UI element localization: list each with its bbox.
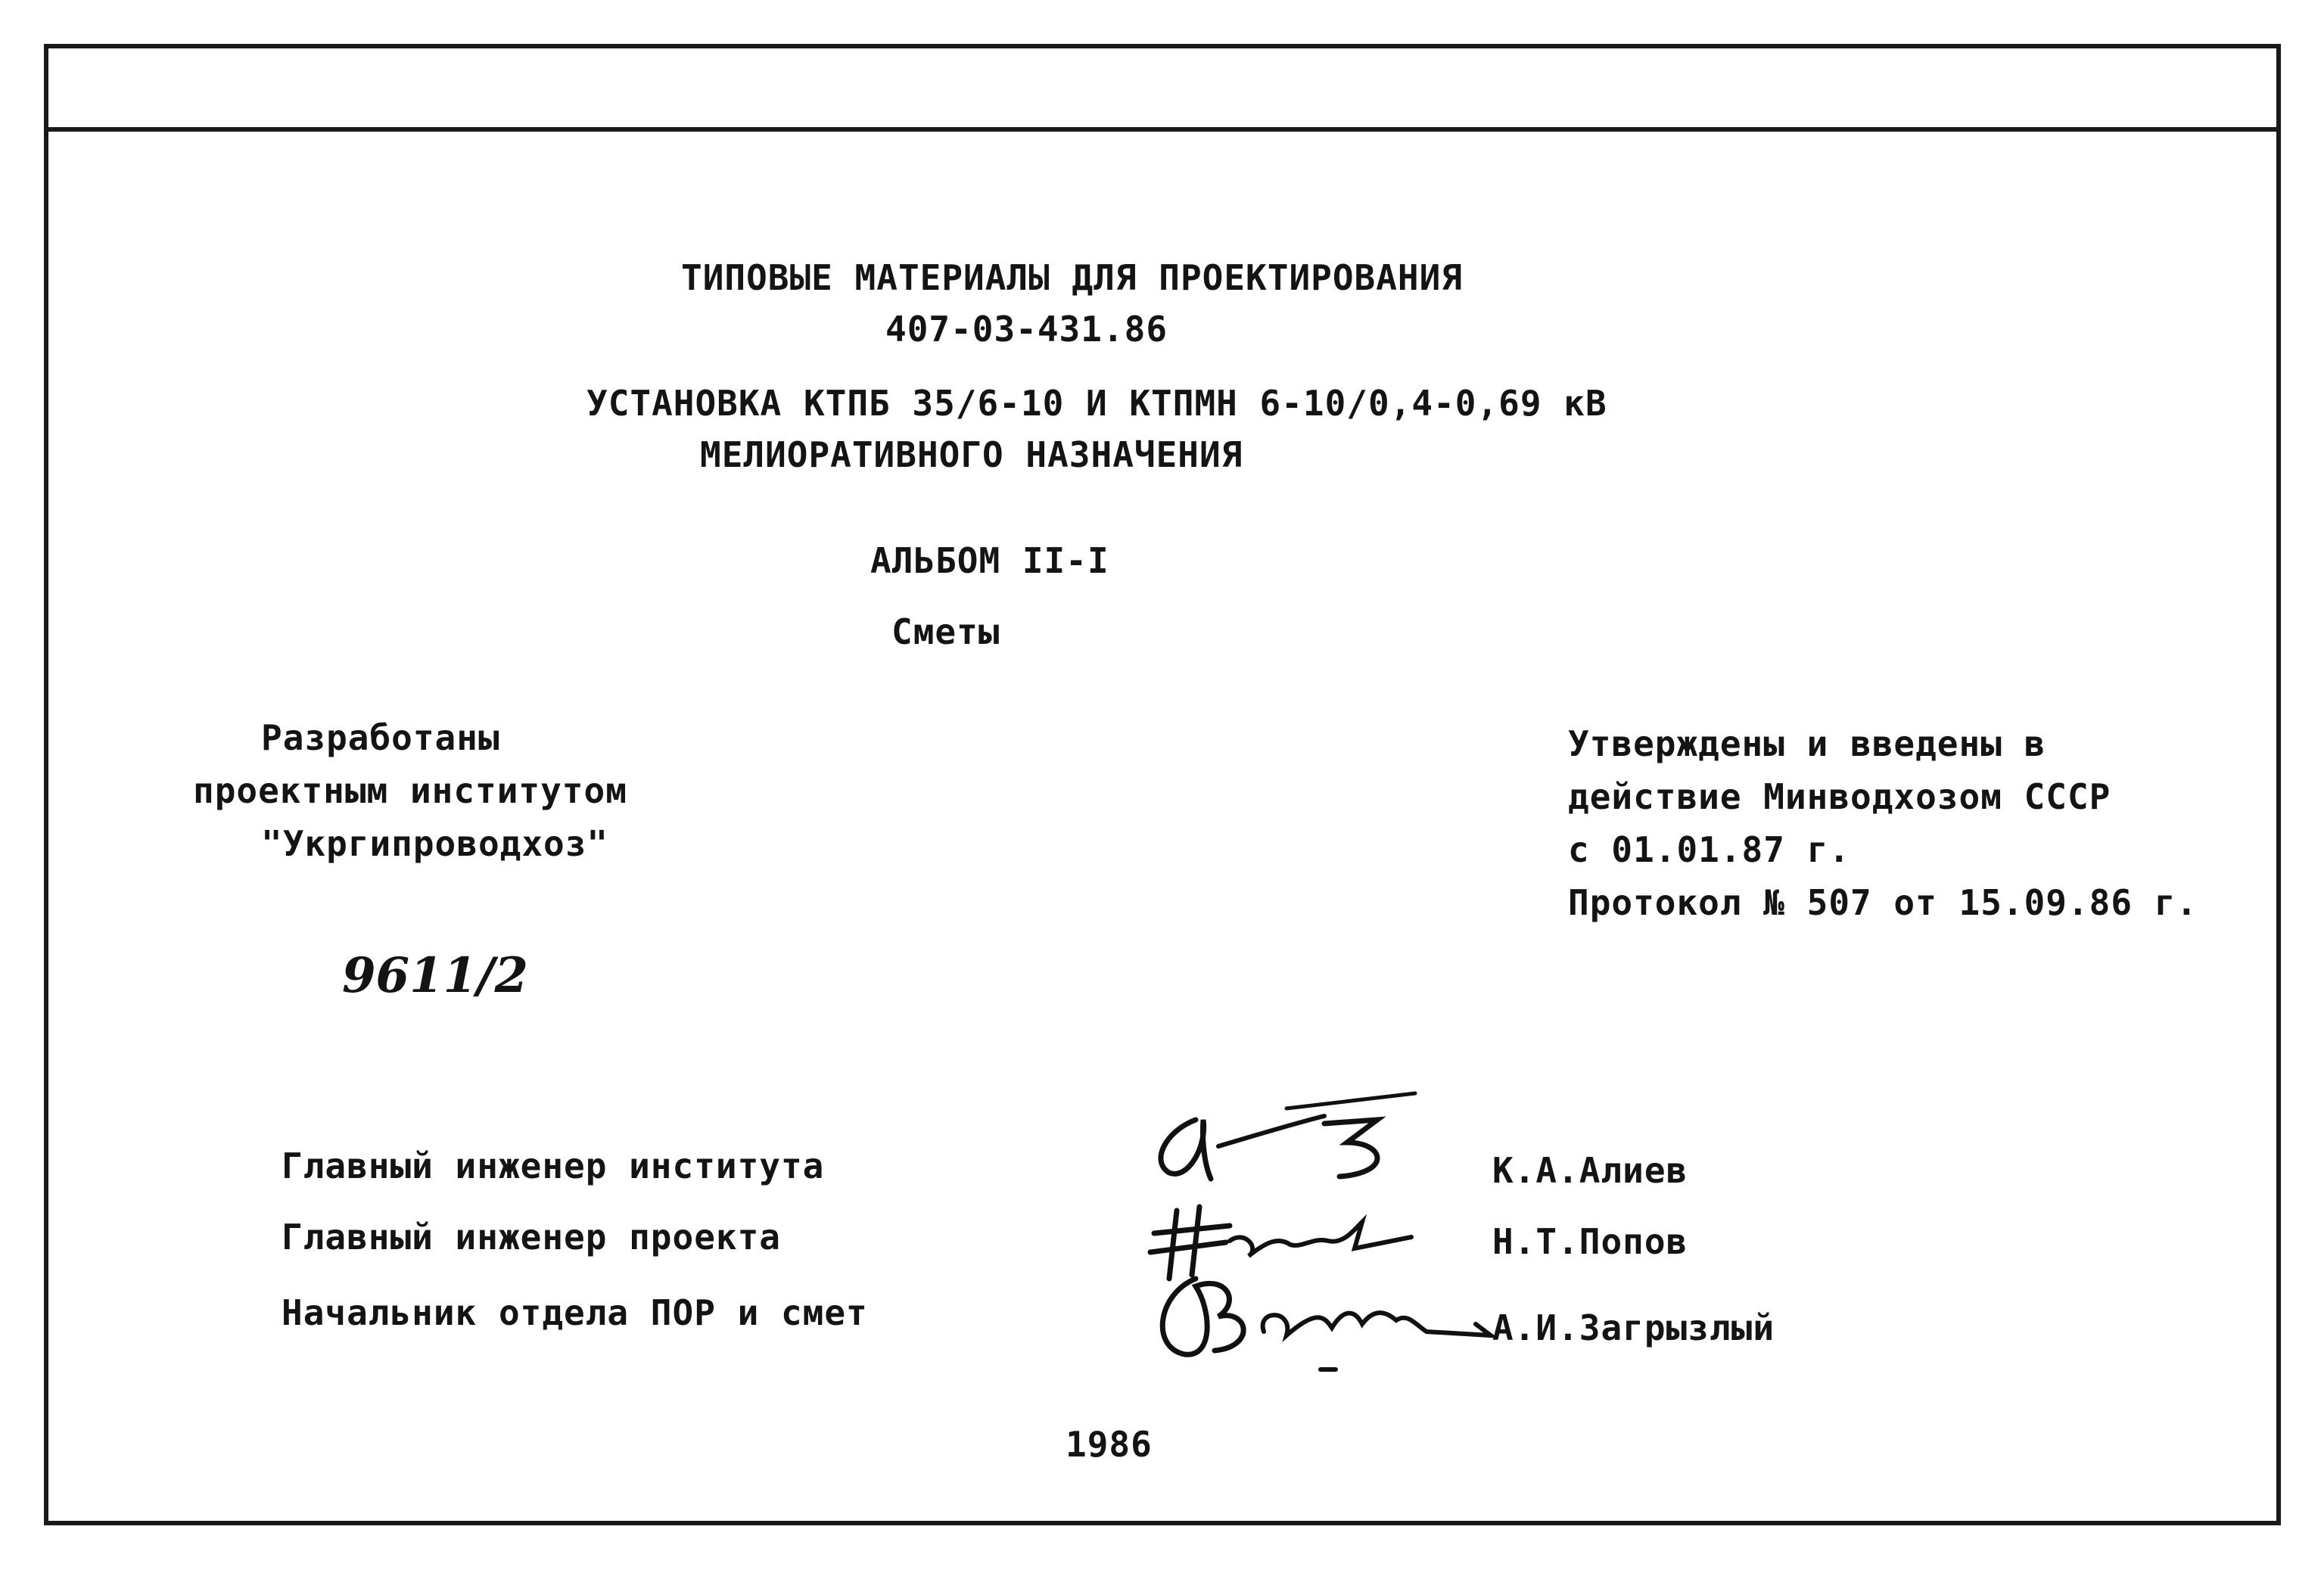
signature-3 bbox=[1143, 1264, 1506, 1377]
album-subtitle: Сметы bbox=[891, 611, 1000, 652]
document-code: 407-03-431.86 bbox=[885, 309, 1168, 350]
header-divider bbox=[44, 127, 2281, 132]
signatory-position-3: Начальник отдела ПОР и смет bbox=[282, 1292, 868, 1333]
signatory-name-3: А.И.Загрызлый bbox=[1492, 1307, 1775, 1348]
document-subtitle: УСТАНОВКА КТПБ 35/6-10 И КТПМН 6-10/0,4-0,69 кВ bbox=[586, 383, 1607, 424]
developer-line-1: Разработаны bbox=[261, 717, 500, 758]
signatory-name-2: Н.Т.Попов bbox=[1492, 1221, 1688, 1262]
approval-line-1: Утверждены и введены в bbox=[1568, 723, 2046, 764]
signatory-position-1: Главный инженер института bbox=[282, 1146, 825, 1186]
developer-line-2: проектным институтом bbox=[193, 770, 627, 811]
signatory-position-2: Главный инженер проекта bbox=[282, 1217, 781, 1257]
document-year: 1986 bbox=[1066, 1424, 1153, 1465]
developer-line-3: "Укргипроводхоз" bbox=[261, 823, 609, 864]
handwritten-number: 9611/2 bbox=[342, 947, 529, 1004]
approval-line-4: Протокол № 507 от 15.09.86 г. bbox=[1568, 882, 2198, 923]
signatory-name-1: К.А.Алиев bbox=[1492, 1150, 1688, 1191]
signature-1 bbox=[1135, 1090, 1438, 1188]
approval-line-3: с 01.01.87 г. bbox=[1568, 829, 1851, 870]
approval-line-2: действие Минводхозом СССР bbox=[1568, 776, 2111, 817]
document-title: ТИПОВЫЕ МАТЕРИАЛЫ ДЛЯ ПРОЕКТИРОВАНИЯ bbox=[681, 257, 1463, 298]
album-label: АЛЬБОМ II-I bbox=[870, 540, 1109, 581]
document-subtitle-purpose: МЕЛИОРАТИВНОГО НАЗНАЧЕНИЯ bbox=[700, 434, 1243, 475]
